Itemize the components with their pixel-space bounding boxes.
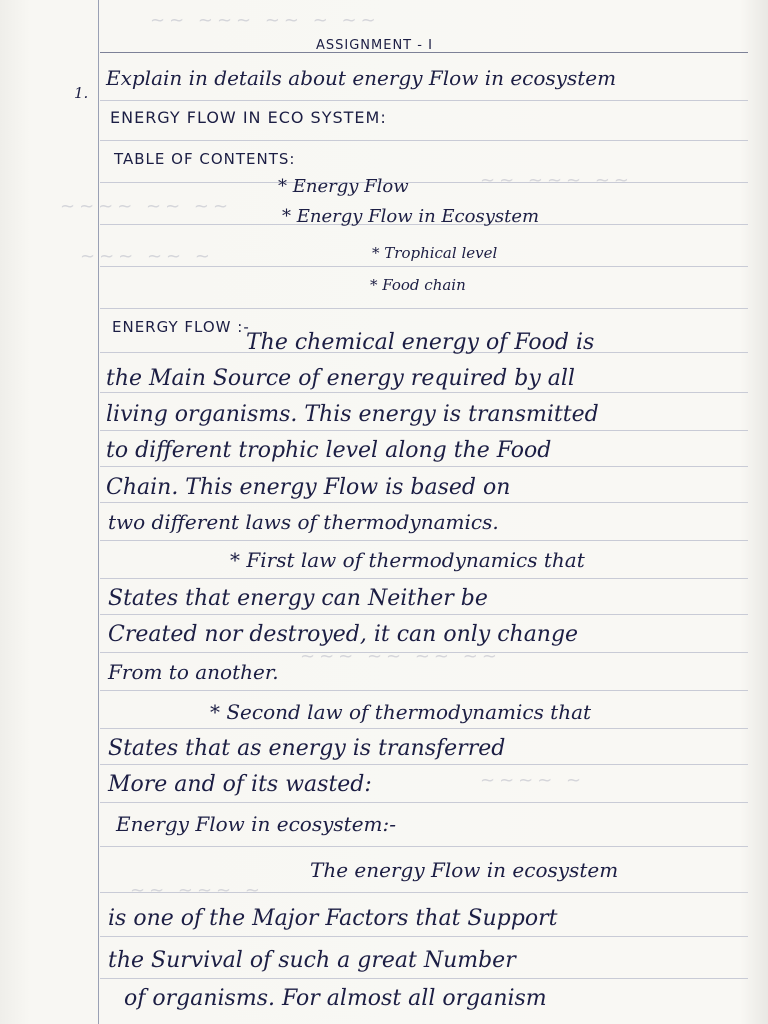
- section-heading-energy-flow: ENERGY FLOW :-: [112, 318, 250, 336]
- ruled-line: [100, 578, 748, 579]
- toc-item: * Energy Flow in Ecosystem: [282, 206, 540, 227]
- ruled-line: [100, 540, 748, 541]
- paragraph-line: the Main Source of energy required by all: [106, 366, 575, 391]
- assignment-title: ASSIGNMENT - I: [316, 38, 433, 53]
- ruled-line: [100, 430, 748, 431]
- paragraph-line: of organisms. For almost all organism: [124, 986, 547, 1011]
- show-through-ink: ~~ ~~~ ~~: [480, 170, 634, 191]
- toc-label: TABLE OF CONTENTS:: [114, 150, 296, 168]
- paragraph-line: two different laws of thermodynamics.: [108, 510, 499, 534]
- paragraph-line: is one of the Major Factors that Support: [108, 906, 558, 931]
- show-through-ink: ~~~~ ~~ ~~: [60, 196, 233, 217]
- paragraph-line: to different trophic level along the Food: [106, 438, 552, 463]
- ruled-line: [100, 764, 748, 765]
- ruled-line: [100, 502, 748, 503]
- ruled-line: [100, 140, 748, 141]
- toc-item: * Food chain: [370, 276, 466, 294]
- show-through-ink: ~~~ ~~ ~~ ~~: [300, 646, 501, 667]
- show-through-ink: ~~~~ ~: [480, 770, 586, 791]
- show-through-ink: ~~ ~~~ ~~ ~ ~~: [150, 10, 380, 31]
- ruled-line: [100, 690, 748, 691]
- question-text: Explain in details about energy Flow in ecosystem: [106, 66, 617, 90]
- ruled-line: [100, 802, 748, 803]
- paragraph-line: Created nor destroyed, it can only change: [108, 622, 579, 647]
- paragraph-line: Chain. This energy Flow is based on: [106, 475, 511, 500]
- paragraph-line: living organisms. This energy is transmitted: [106, 402, 599, 427]
- ruled-line: [100, 846, 748, 847]
- toc-item: * Energy Flow: [278, 176, 409, 197]
- ruled-line: [100, 308, 748, 309]
- ruled-line: [100, 100, 748, 101]
- ruled-line: [100, 392, 748, 393]
- paragraph-line: More and of its wasted:: [108, 772, 372, 797]
- ruled-line: [100, 978, 748, 979]
- paragraph-line: From to another.: [108, 660, 279, 684]
- ruled-line: [100, 728, 748, 729]
- paragraph-line: States that energy can Neither be: [108, 586, 488, 611]
- section-heading-ecosystem: Energy Flow in ecosystem:-: [116, 812, 396, 836]
- show-through-ink: ~~ ~~~ ~: [130, 880, 264, 901]
- ruled-line: [100, 936, 748, 937]
- ruled-line: [100, 182, 748, 183]
- paragraph-line: The energy Flow in ecosystem: [310, 858, 619, 882]
- show-through-ink: ~~~ ~~ ~: [80, 246, 214, 267]
- ruled-line: [100, 466, 748, 467]
- margin-line: [98, 0, 99, 1024]
- paragraph-line: The chemical energy of Food is: [246, 330, 595, 355]
- paragraph-line: the Survival of such a great Number: [108, 948, 516, 973]
- ruled-line: [100, 614, 748, 615]
- law-bullet: * Second law of thermodynamics that: [210, 700, 592, 724]
- toc-item: * Trophical level: [372, 244, 498, 262]
- paragraph-line: States that as energy is transferred: [108, 736, 506, 761]
- law-bullet: * First law of thermodynamics that: [230, 548, 585, 572]
- main-heading: ENERGY FLOW IN ECO SYSTEM:: [110, 108, 387, 127]
- question-number: 1.: [74, 84, 89, 102]
